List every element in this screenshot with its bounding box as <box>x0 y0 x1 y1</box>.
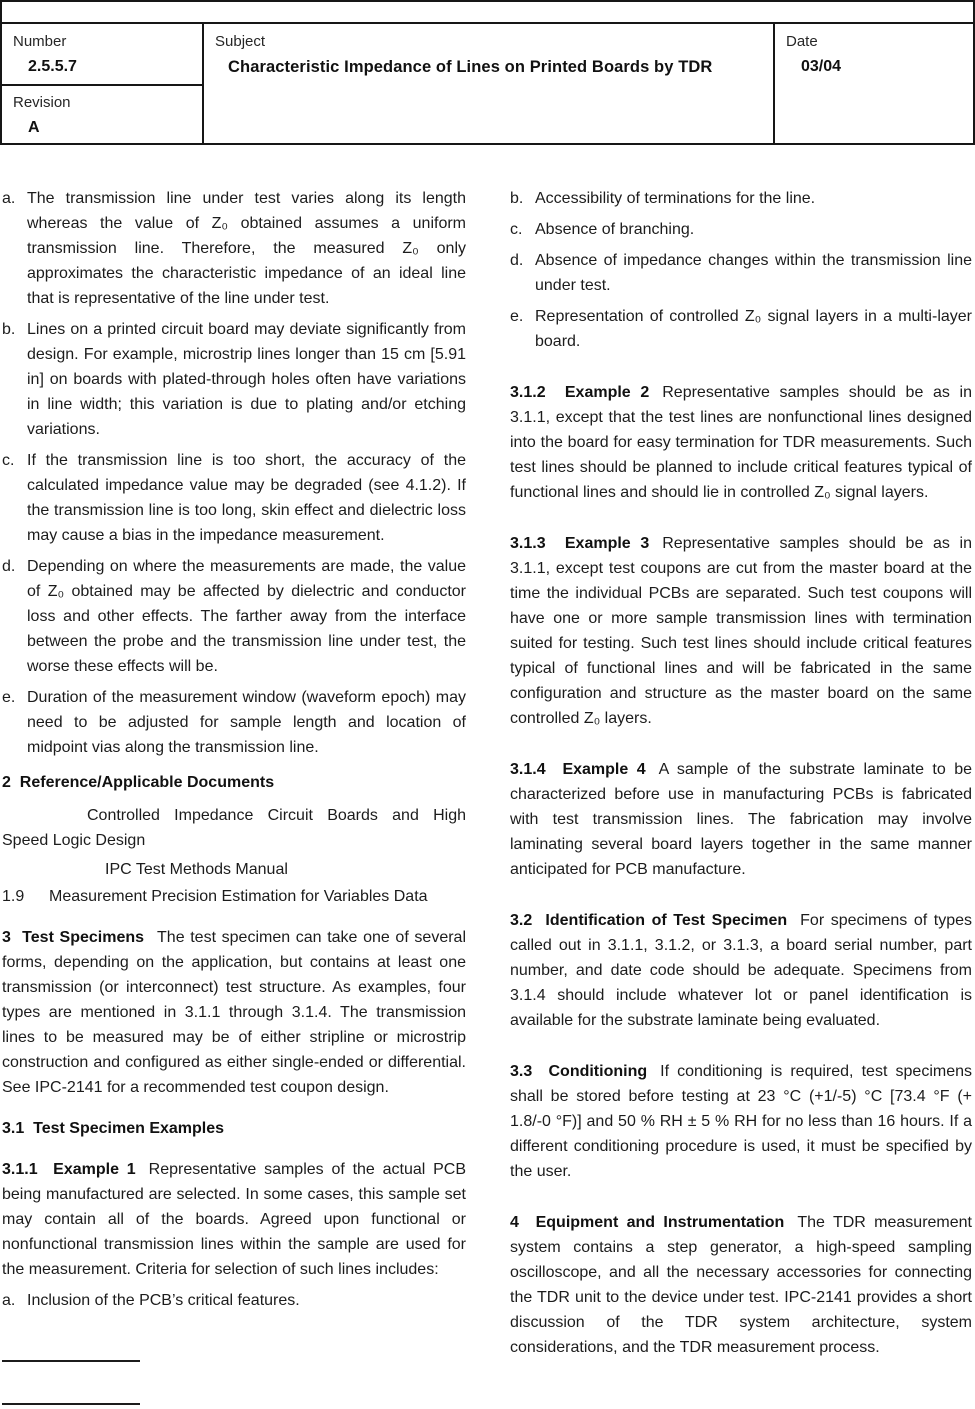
section-3-1-3-text: Representative samples should be as in 3.1.1, except test coupons are cut from the master board at the time the individual PCBs are separated. Such test coupons will have one or more sample transmission lines with termination suited for testing. Such test lines should include critical features typical of functional lines and will be fabricated in the same configuration and structure as the master board on the same controlled Z₀ layers. <box>510 535 972 727</box>
list-text: Representation of controlled Z₀ signal layers in a multi-layer board. <box>535 308 972 350</box>
header-subject-cell <box>204 24 773 143</box>
header-date-cell <box>773 24 973 143</box>
revision-value: A <box>28 119 40 136</box>
document-title: Characteristic Impedance of Lines on Printed Boards by TDR <box>228 58 713 76</box>
section-4-text: The TDR measurement system contains a step generator, a high-speed sampling oscilloscope, and all the necessary accessories for connecting the TDR unit to the device under test. IPC-2141 provides a short discussion of the TDR system architecture, system considerations, and the TDR measurement process. <box>510 1214 972 1356</box>
section-3-1-1 <box>2 1157 466 1282</box>
list-marker: c. <box>2 452 15 469</box>
list-marker: b. <box>510 190 524 207</box>
footnote-rule-1 <box>2 1360 140 1362</box>
header-number-cell <box>2 24 202 86</box>
date-label: Date <box>786 33 818 50</box>
list-marker: d. <box>2 558 16 575</box>
list-item-d <box>2 554 466 679</box>
section-3-1-3 <box>510 531 972 731</box>
revision-label: Revision <box>13 94 71 111</box>
section-3-1-4-text: A sample of the substrate laminate to be characterized before use in manufacturing PCBs is fabricated with test transmission lines. The fabrication may involve laminating several board layers together in the same manner anticipated for PCB manufacture. <box>510 761 972 878</box>
reference-1-9 <box>2 884 466 909</box>
section-3-1-1-text: Representative samples of the actual PCB being manufactured are selected. In some cases, this sample set may contain all of the boards. Agreed upon functional or nonfunctional transmission lines within the sample are used for the measurement. Criteria for selection of such lines includes: <box>2 1161 466 1278</box>
list-marker: e. <box>2 689 16 706</box>
section-3-3-lead: 3.3 Conditioning <box>510 1063 648 1080</box>
list-marker: e. <box>510 308 524 325</box>
subject-label: Subject <box>215 33 266 50</box>
footnote-rule-2 <box>2 1403 140 1405</box>
section-3-lead: 3 Test Specimens <box>2 929 145 946</box>
list-text: If the transmission line is too short, the accuracy of the calculated impedance value may be degraded (see 4.1.2). If the transmission line is too long, skin effect and dielectric loss may cause a bias in the impedance measurement. <box>27 452 466 544</box>
section-4-lead: 4 Equipment and Instrumentation <box>510 1214 785 1231</box>
list-item-e-criteria <box>510 304 972 354</box>
date-value: 03/04 <box>801 58 842 75</box>
right-column <box>510 186 972 1360</box>
list-marker: a. <box>2 1292 16 1309</box>
header-number-column <box>2 24 204 143</box>
list-marker: b. <box>2 321 16 338</box>
list-text: The transmission line under test varies along its length whereas the value of Z₀ obtained assumes a uniform transmission line. Therefore, the measured Z₀ only approximates the characteristic impedance of an ideal line that is representative of the line under test. <box>27 190 466 307</box>
list-text: Inclusion of the PCB’s critical features. <box>27 1292 300 1309</box>
list-item-b <box>2 317 466 442</box>
section-3-1-heading: 3.1 Test Specimen Examples <box>2 1120 225 1137</box>
list-text: Accessibility of terminations for the line. <box>535 190 816 207</box>
section-3-1-3-lead: 3.1.3 Example 3 <box>510 535 650 552</box>
section-2-heading: 2 Reference/Applicable Documents <box>2 774 275 791</box>
section-3-1-4 <box>510 757 972 882</box>
section-4 <box>510 1210 972 1360</box>
list-item-b-criteria <box>510 186 972 211</box>
list-item-c <box>2 448 466 548</box>
list-text: Duration of the measurement window (waveform epoch) may need to be adjusted for sample length and location of midpoint vias along the transmission line. <box>27 689 466 756</box>
section-3-3 <box>510 1059 972 1184</box>
section-3 <box>2 925 466 1100</box>
list-item-d-criteria <box>510 248 972 298</box>
section-3-1-1-lead: 3.1.1 Example 1 <box>2 1161 136 1178</box>
section-3-text: The test specimen can take one of several forms, depending on the application, but contains at least one transmission (or interconnect) test structure. As examples, four types are mentioned in 3.1.1 through 3.1.4. The transmission lines to be measured may be of either stripline or microstrip construction and configured as either single-ended or differential. See IPC-2141 for a recommended test coupon design. <box>2 929 466 1096</box>
reference-manual: IPC Test Methods Manual <box>105 861 288 878</box>
header-top-bar <box>0 0 975 24</box>
number-label: Number <box>13 33 67 50</box>
section-3-2 <box>510 908 972 1033</box>
section-3-3-text: If conditioning is required, test specimens shall be stored before testing at 23 °C (+1/-5) °C [73.4 °F (+ 1.8/-0 °F)] and 50 % RH ± 5 % RH for no less than 16 hours. If a different conditioning procedure is used, it must be specified by the user. <box>510 1063 973 1180</box>
list-item-c-criteria <box>510 217 972 242</box>
reference-number: 1.9 <box>2 888 25 905</box>
list-text: Absence of branching. <box>535 221 695 238</box>
section-3-1-2-text: Representative samples should be as in 3.1.1, except that the test lines are nonfunctional lines designed into the board for easy termination for TDR measurements. Such test lines should be planned to include critical features typical of functional lines and should lie in controlled Z₀ signal layers. <box>510 384 972 501</box>
list-marker: d. <box>510 252 524 269</box>
section-3-1-2 <box>510 380 972 505</box>
left-column <box>2 186 466 1360</box>
header-table <box>0 22 975 145</box>
list-text: Lines on a printed circuit board may deviate significantly from design. For example, microstrip lines longer than 15 cm [5.91 in] on boards with plated-through holes often have variations in line width; this variation is due to plating and/or etching variations. <box>27 321 466 438</box>
reference-entry: Controlled Impedance Circuit Boards and High Speed Logic Design <box>2 807 466 849</box>
reference-text: Measurement Precision Estimation for Variables Data <box>49 888 428 905</box>
list-item-a <box>2 186 466 311</box>
section-3-2-lead: 3.2 Identification of Test Specimen <box>510 912 788 929</box>
section-3-1-2-lead: 3.1.2 Example 2 <box>510 384 650 401</box>
list-marker: c. <box>510 221 523 238</box>
section-3-1-4-lead: 3.1.4 Example 4 <box>510 761 646 778</box>
list-text: Depending on where the measurements are made, the value of Z₀ obtained may be affected by dielectric and conductor loss and other effects. The farther away from the interface between the probe and the transmission line under test, the worse these effects will be. <box>27 558 466 675</box>
header-revision-cell <box>2 86 202 143</box>
section-3-2-text: For specimens of types called out in 3.1.1, 3.1.2, or 3.1.3, a board serial number, part number, and date code should be adequate. Specimens from 3.1.4 should include whatever lot or panel identification is available for the substrate laminate being evaluated. <box>510 912 972 1029</box>
list-item-a-criteria <box>2 1288 466 1313</box>
list-text: Absence of impedance changes within the transmission line under test. <box>535 252 972 294</box>
number-value: 2.5.5.7 <box>28 58 77 75</box>
body-columns <box>2 186 973 1360</box>
list-marker: a. <box>2 190 16 207</box>
list-item-e <box>2 685 466 760</box>
